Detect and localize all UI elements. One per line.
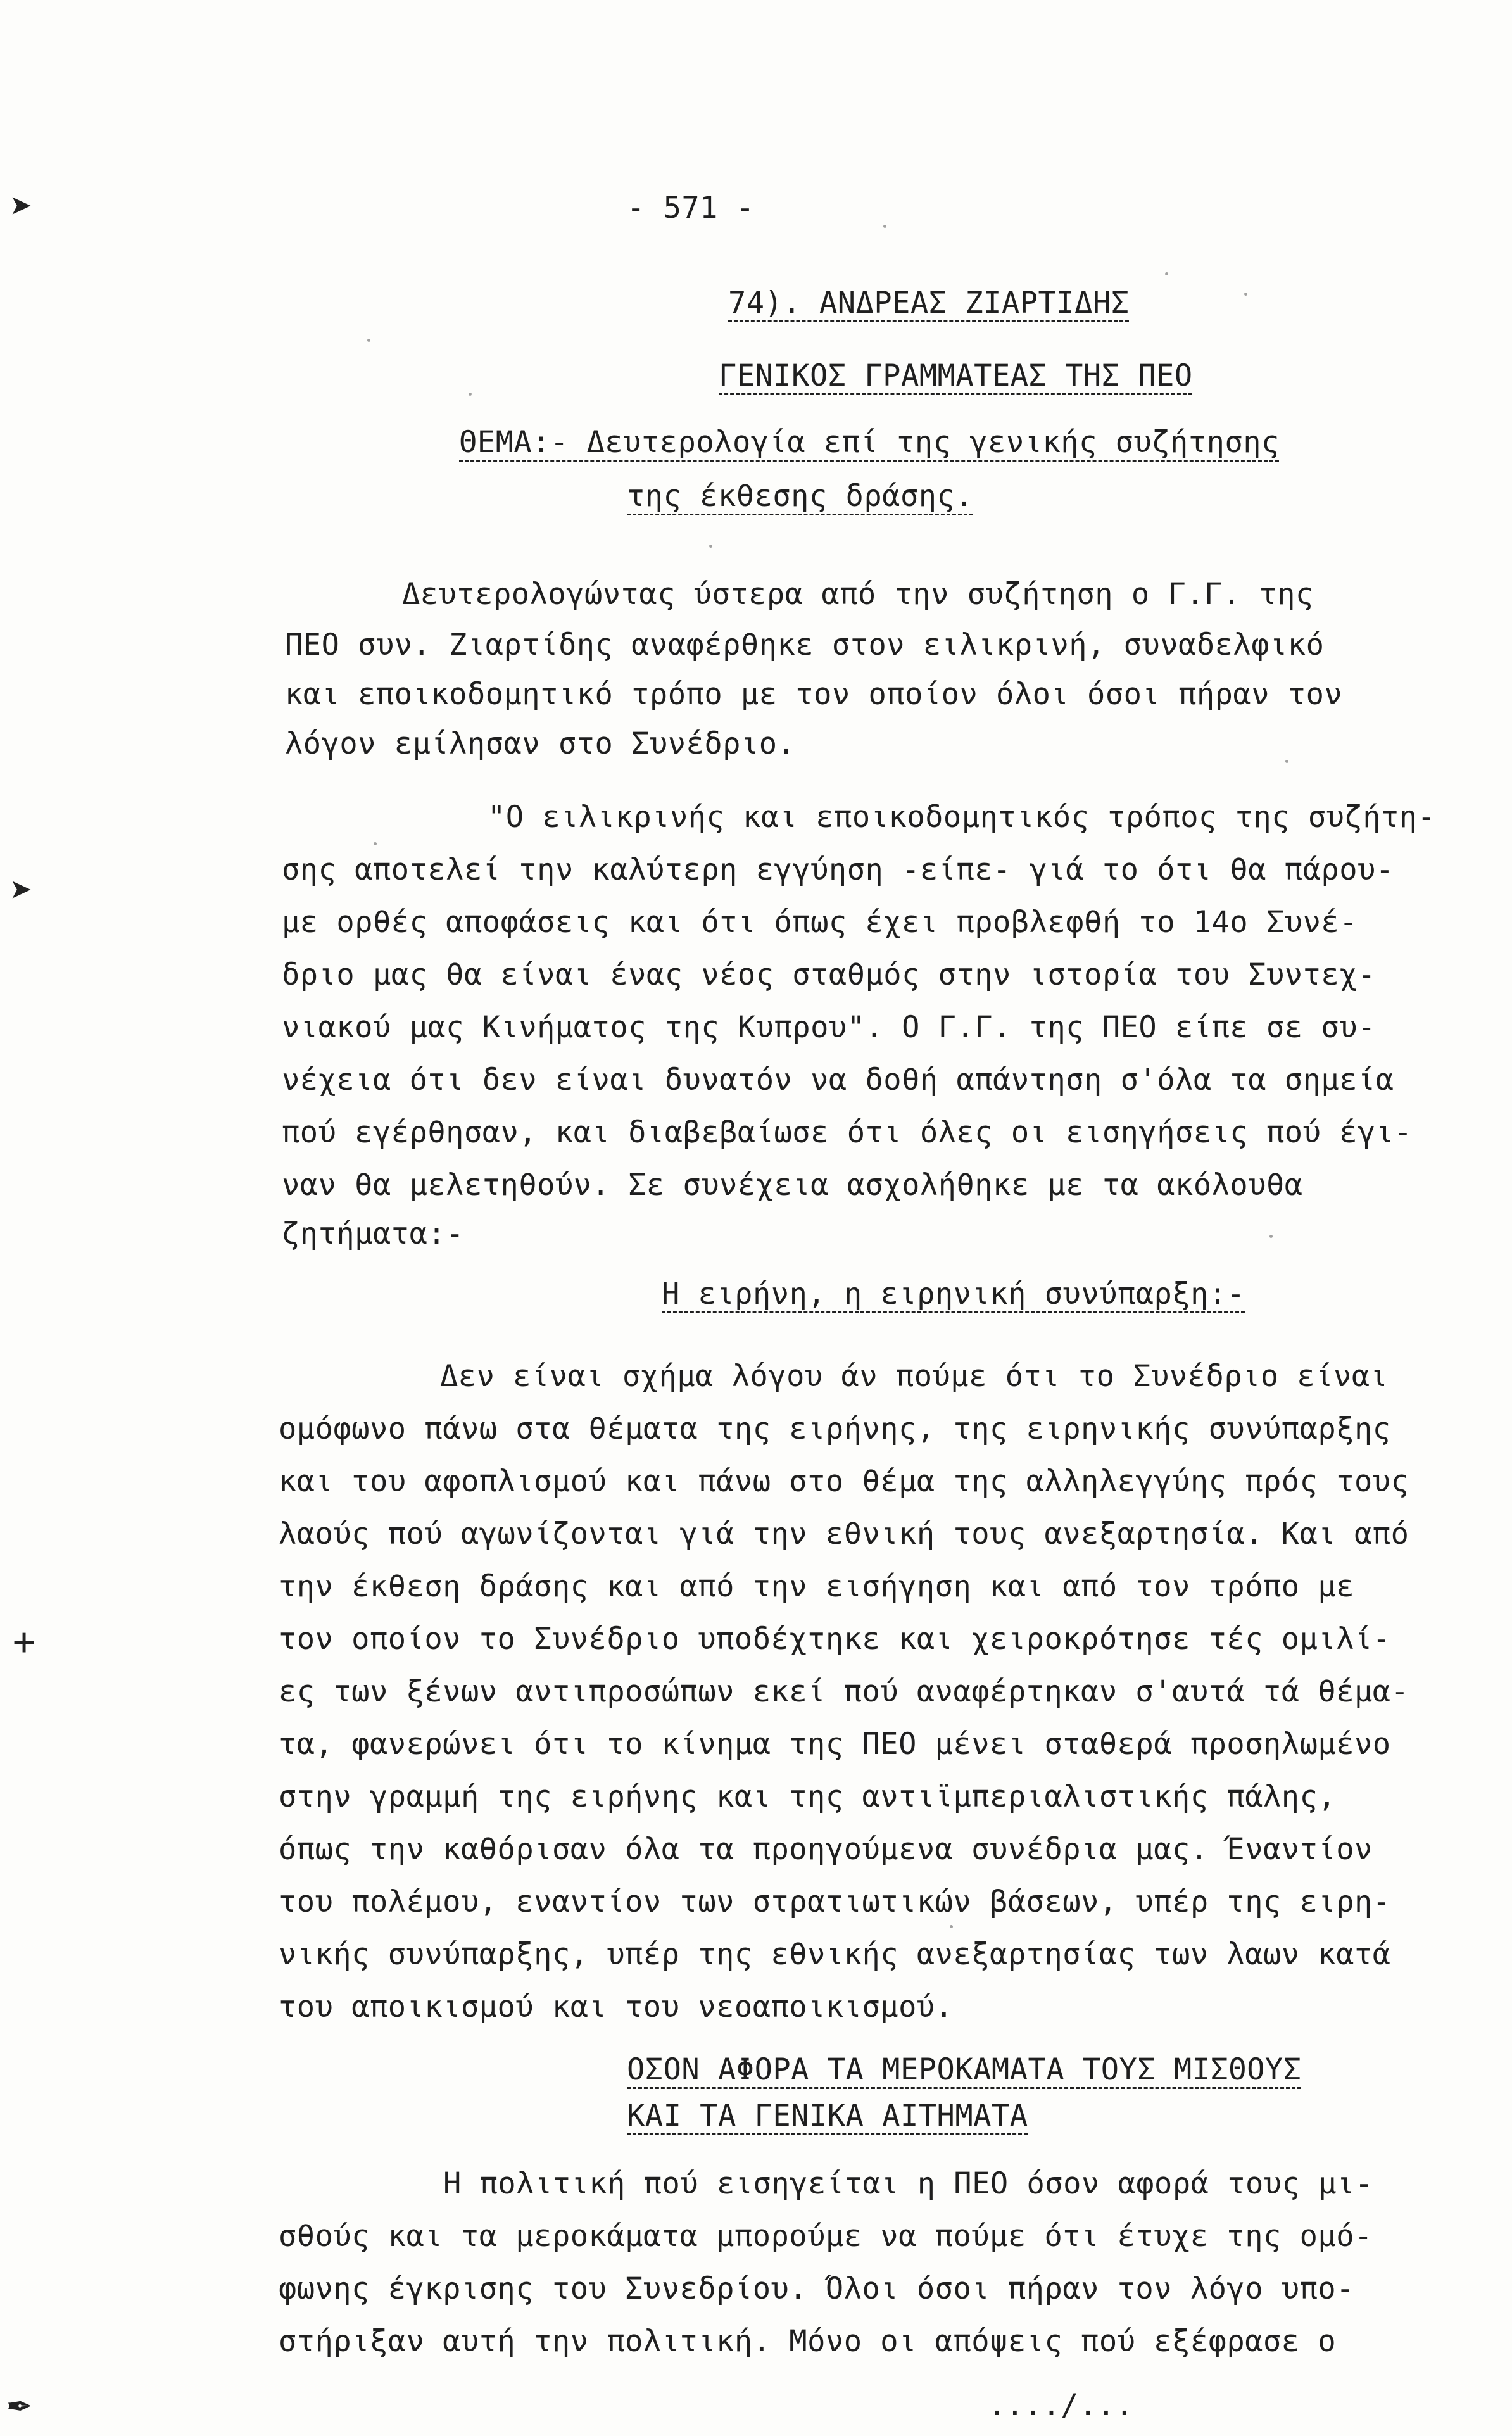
margin-arrow-mark: ➤ — [10, 869, 34, 913]
paragraph-4-line: φωνης έγκρισης του Συνεδρίου. Όλοι όσοι πήραν τον λόγο υπο- — [279, 2271, 1354, 2306]
paragraph-3-line: τα, φανερώνει ότι το κίνημα της ΠΕΟ μένει σταθερά προσηλωμένο — [279, 1727, 1391, 1762]
paragraph-3-line: του αποικισμού και του νεοαποικισμού. — [279, 1990, 954, 2024]
paragraph-4-line: στήριξαν αυτή την πολιτική. Μόνο οι απόψεις πού εξέφρασε ο — [279, 2324, 1337, 2359]
margin-arrow-mark: ➤ — [10, 185, 34, 229]
paragraph-4-line: σθούς και τα μεροκάματα μπορούμε να πούμε ότι έτυχε της ομό- — [279, 2219, 1373, 2254]
paragraph-3-line: ομόφωνο πάνω στα θέματα της ειρήνης, της ειρηνικής συνύπαρξης — [279, 1411, 1391, 1446]
theme-line-2: της έκθεσης δράσης. — [627, 479, 974, 514]
paragraph-2-line: πού εγέρθησαν, και διαβεβαίωσε ότι όλες οι εισηγήσεις πού έγι- — [282, 1115, 1413, 1150]
paragraph-1-line: και εποικοδομητικό τρόπο με τον οποίον όλοι όσοι πήραν τον — [285, 677, 1343, 712]
speaker-heading: 74). ΑΝΔΡΕΑΣ ΖΙΑΡΤΙΔΗΣ — [728, 286, 1130, 320]
paragraph-2-line: ναν θα μελετηθούν. Σε συνέχεια ασχολήθηκε με τα ακόλουθα — [282, 1168, 1303, 1202]
paragraph-2-line: σης αποτελεί την καλύτερη εγγύηση -είπε- γιά το ότι θα πάρου- — [282, 852, 1394, 887]
theme-line-1: ΘΕΜΑ:- Δευτερολογία επί της γενικής συζήτησης — [459, 425, 1280, 460]
paragraph-3-line: στην γραμμή της ειρήνης και της αντιϊμπεριαλιστικής πάλης, — [279, 1779, 1337, 1814]
paragraph-1-line: Δευτερολογώντας ύστερα από την συζήτηση ο Γ.Γ. της — [402, 577, 1314, 612]
paragraph-2-line: "Ο ειλικρινής και εποικοδομητικός τρόπος της συζήτη- — [488, 800, 1436, 835]
paragraph-2-line: δριο μας θα είναι ένας νέος σταθμός στην ιστορία του Συντεχ- — [282, 957, 1376, 992]
paragraph-3-line: Δεν είναι σχήμα λόγου άν πούμε ότι το Συνέδριο είναι — [440, 1359, 1389, 1394]
continuation-marker: ..../... — [988, 2388, 1134, 2423]
paragraph-3-line: νικής συνύπαρξης, υπέρ της εθνικής ανεξαρτησίας των λαων κατά — [279, 1937, 1391, 1972]
paragraph-3-line: ες των ξένων αντιπροσώπων εκεί πού αναφέρτηκαν σ'αυτά τά θέμα- — [279, 1674, 1409, 1709]
paragraph-4-line: Η πολιτική πού εισηγείται η ΠΕΟ όσον αφορά τους μι- — [443, 2166, 1373, 2201]
page-number: - 571 - — [627, 191, 755, 225]
subheading-peace: Η ειρήνη, η ειρηνική συνύπαρξη:- — [662, 1277, 1245, 1311]
paragraph-3-line: λαούς πού αγωνίζονται γιά την εθνική τους ανεξαρτησία. Και από — [279, 1517, 1409, 1551]
margin-cross-mark: + — [13, 1620, 36, 1664]
subheading-wages-line-1: ΟΣΟΝ ΑΦΟΡΑ ΤΑ ΜΕΡΟΚΑΜΑΤΑ ΤΟΥΣ ΜΙΣΘΟΥΣ — [627, 2052, 1302, 2087]
paragraph-2-line: νέχεια ότι δεν είναι δυνατόν να δοθή απάντηση σ'όλα τα σημεία — [282, 1063, 1394, 1097]
margin-scribble-mark: ✒ — [8, 2381, 31, 2425]
paragraph-2-line: ζητήματα:- — [282, 1216, 464, 1251]
paragraph-3-line: όπως την καθόρισαν όλα τα προηγούμενα συνέδρια μας. Έναντίον — [279, 1832, 1373, 1867]
subheading-wages-line-2: ΚΑΙ ΤΑ ΓΕΝΙΚΑ ΑΙΤΗΜΑΤΑ — [627, 2098, 1028, 2133]
paragraph-1-line: λόγον εμίλησαν στο Συνέδριο. — [285, 726, 796, 761]
paragraph-2-line: νιακού μας Κινήματος της Κυπρου". Ο Γ.Γ. της ΠΕΟ είπε σε συ- — [282, 1010, 1376, 1045]
paragraph-3-line: και του αφοπλισμού και πάνω στο θέμα της αλληλεγγύης πρός τους — [279, 1464, 1409, 1499]
paragraph-3-line: την έκθεση δράσης και από την εισήγηση και από τον τρόπο με — [279, 1569, 1354, 1604]
paragraph-2-line: με ορθές αποφάσεις και ότι όπως έχει προβλεφθή το 14ο Συνέ- — [282, 905, 1358, 940]
paragraph-3-line: τον οποίον το Συνέδριο υποδέχτηκε και χειροκρότησε τές ομιλί- — [279, 1622, 1391, 1657]
paragraph-1-line: ΠΕΟ συν. Ζιαρτίδης αναφέρθηκε στον ειλικρινή, συναδελφικό — [285, 628, 1325, 662]
paragraph-3-line: του πολέμου, εναντίον των στρατιωτικών βάσεων, υπέρ της ειρη- — [279, 1884, 1391, 1919]
speaker-role: ΓΕΝΙΚΟΣ ΓΡΑΜΜΑΤΕΑΣ ΤΗΣ ΠΕΟ — [719, 358, 1193, 393]
